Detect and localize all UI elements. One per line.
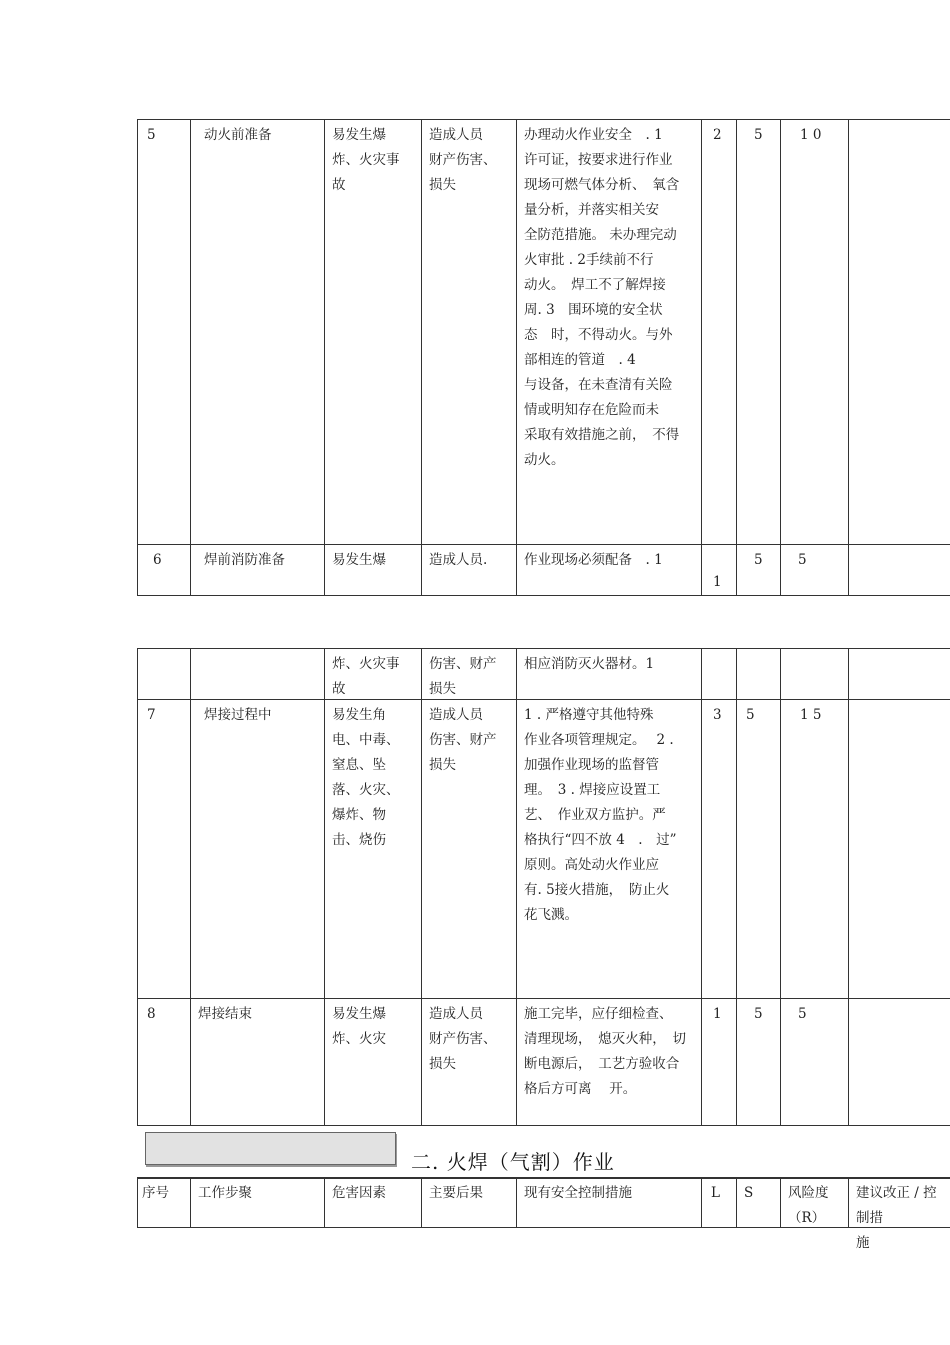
- cell-s: 5: [754, 552, 763, 568]
- cell-r: 5: [798, 552, 807, 568]
- cell-hazard: 易发生角 电、中毒、 窒息、坠 落、火灾、 爆炸、物 击、烧伤: [332, 707, 400, 848]
- cell-s: 5: [754, 1006, 763, 1022]
- cell-r: 5: [798, 1006, 807, 1022]
- cell-no: 5: [147, 127, 156, 143]
- cell-measures: 办理动火作业安全 . 1 许可证，按要求进行作业 现场可燃气体分析、 氧含 量分析，并落实相关安 全防范措施。 未办理完动 火审批 . 2手续前不行 动火。 焊工不了解焊接 周. 3 围环境的安全状 态 时，不得动火。与外 部相连的管道 . 4 与设备，在未查清有关险 情或明知存在危险而未 采取有效措施之前， 不得 动火。: [524, 127, 680, 468]
- cell-step: 焊接过程中: [204, 707, 272, 723]
- table-row-7: [137, 699, 950, 998]
- section-label-box: [145, 1132, 396, 1165]
- header-table: [137, 1177, 950, 1251]
- cell-hazard: 炸、火灾事 故: [332, 656, 400, 697]
- cell-consequence: 造成人员 伤害、财产 损失: [429, 707, 497, 773]
- cell-no: 7: [147, 707, 156, 723]
- cell-step: 焊接结束: [198, 1006, 252, 1022]
- cell-l: 1: [713, 1006, 722, 1022]
- header-consequence: 主要后果: [429, 1185, 483, 1201]
- hazard-table-a: [137, 119, 950, 596]
- cell-consequence: 造成人员 财产伤害、 损失: [429, 127, 497, 193]
- cell-no: [137, 648, 190, 699]
- cell-step: 焊前消防准备: [204, 552, 285, 568]
- cell-measures: 作业现场必须配备 . 1: [524, 552, 663, 568]
- cell-step: [190, 648, 324, 699]
- cell-suggest: [848, 119, 950, 544]
- cell-s: 5: [754, 127, 763, 143]
- cell-hazard: 易发生爆 炸、火灾: [332, 1006, 386, 1047]
- table-row-8: [137, 998, 950, 1125]
- cell-consequence: 造成人员.: [429, 552, 488, 568]
- cell-consequence: 伤害、财产 损失: [429, 656, 497, 697]
- cell-suggest: [848, 544, 950, 595]
- header-suggest: 建议改正 / 控制措 施: [856, 1185, 937, 1251]
- cell-suggest: [848, 699, 950, 998]
- cell-r: 1 5: [800, 707, 822, 723]
- cell-consequence: 造成人员 财产伤害、 损失: [429, 1006, 497, 1072]
- header-step: 工作步聚: [198, 1185, 252, 1201]
- cell-s: 5: [746, 707, 755, 723]
- cell-no: 6: [153, 552, 162, 568]
- cell-measures: 1 . 严格遵守其他特殊 作业各项管理规定。 2 . 加强作业现场的监督管 理。 3 . 焊接应设置工 艺、 作业双方监护。严 格执行“四不放 4 . 过” 原则。高处动火作业应 有. 5接火措施， 防止火 花飞溅。: [524, 707, 677, 923]
- cell-step: 动火前准备: [204, 127, 272, 143]
- header-s: S: [744, 1185, 754, 1201]
- header-l: L: [711, 1185, 720, 1201]
- cell-hazard: 易发生爆: [332, 552, 386, 568]
- section-title: 二. 火焊（气割）作业: [411, 1150, 615, 1174]
- header-r: 风险度 （R）: [788, 1185, 829, 1226]
- table-row-6: [137, 544, 950, 595]
- cell-suggest: [848, 998, 950, 1125]
- cell-l: 2: [713, 127, 722, 143]
- cell-measures: 施工完毕，应仔细检查、 清理现场， 熄灭火种， 切 断电源后， 工艺方验收合 格后方可离 开。: [524, 1006, 686, 1097]
- cell-hazard: 易发生爆 炸、火灾事 故: [332, 127, 400, 193]
- cell-l: 3: [713, 707, 722, 723]
- hazard-table-b: [137, 648, 950, 1126]
- cell-measures: 相应消防灭火器材。1: [524, 656, 655, 672]
- cell-l: 1: [713, 574, 722, 590]
- header-measures: 现有安全控制措施: [524, 1185, 632, 1201]
- header-row: [137, 1177, 950, 1251]
- header-hazard: 危害因素: [332, 1185, 386, 1201]
- cell-r: 1 0: [800, 127, 822, 143]
- table-row-5: [137, 119, 950, 544]
- cell-no: 8: [147, 1006, 156, 1022]
- table-row-6-continued: [137, 648, 950, 699]
- header-no: 序号: [142, 1185, 169, 1201]
